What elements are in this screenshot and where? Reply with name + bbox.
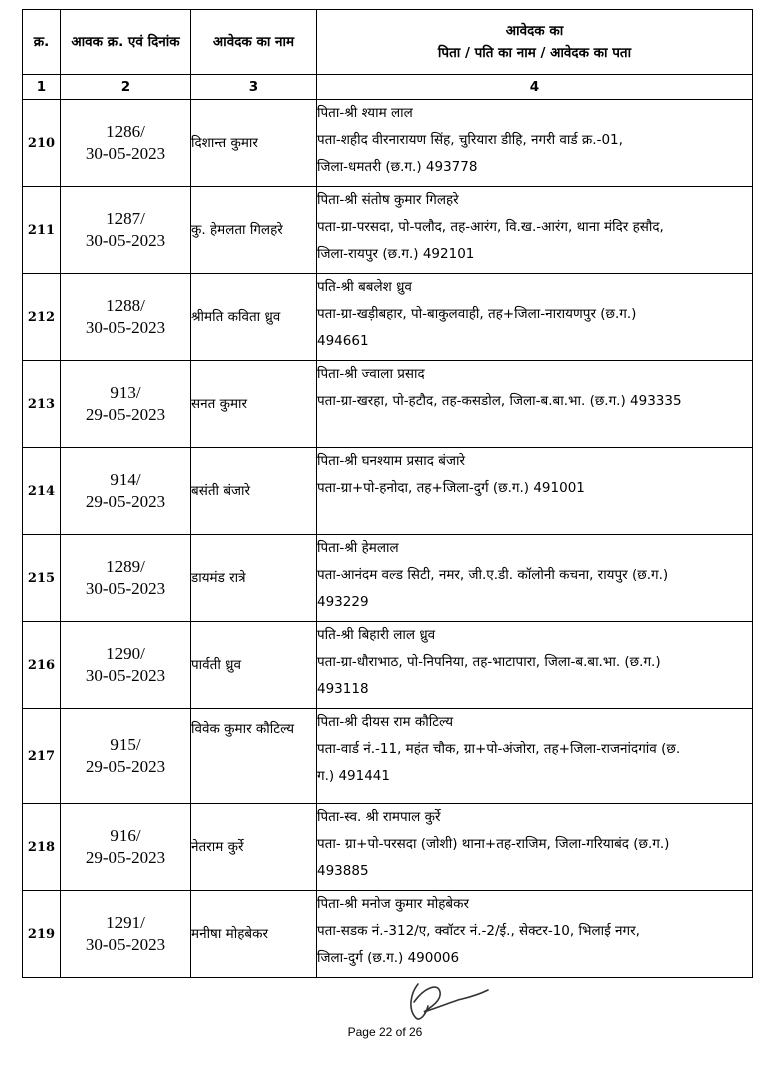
- applicant-name: मनीषा मोहबेकर: [191, 891, 317, 978]
- column-number: 4: [317, 75, 753, 100]
- address-line: जिला-दुर्ग (छ.ग.) 490006: [317, 950, 460, 966]
- inward-number: 916/: [110, 826, 141, 845]
- inward-date: 30-05-2023: [85, 935, 166, 954]
- parent-line: पति-श्री बिहारी लाल ध्रुव: [317, 627, 436, 643]
- inward-number: 1291/: [106, 913, 145, 932]
- address-line: पता-सडक नं.-312/ए, क्वॉटर नं.-2/ई., सेक्टर-10, भिलाई नगर,: [317, 923, 640, 939]
- serial-number: 217: [23, 709, 61, 804]
- header-parent-address-line1: आवेदक का: [505, 23, 564, 39]
- address-line: पता-ग्रा+पो-हनोदा, तह+जिला-दुर्ग (छ.ग.) 491001: [317, 480, 585, 496]
- signature-icon: [396, 976, 496, 1026]
- address-line: पता-ग्रा-धौराभाठ, पो-निपनिया, तह-भाटापारा, जिला-ब.बा.भा. (छ.ग.): [317, 654, 661, 670]
- parent-line: पिता-स्व. श्री रामपाल कुर्रे: [317, 809, 441, 825]
- applicant-name: बसंती बंजारे: [191, 448, 317, 535]
- serial-number: 218: [23, 804, 61, 891]
- applicant-name: दिशान्त कुमार: [191, 100, 317, 187]
- parent-line: पिता-श्री मनोज कुमार मोहबेकर: [317, 896, 470, 912]
- inward-date: 30-05-2023: [85, 666, 166, 685]
- parent-address-cell: [317, 709, 753, 804]
- header-parent-address-line2: पिता / पति का नाम / आवेदक का पता: [437, 45, 632, 61]
- parent-address-cell: [317, 804, 753, 891]
- inward-number: 913/: [110, 383, 141, 402]
- inward-cell: [61, 535, 191, 622]
- parent-line: पिता-श्री घनश्याम प्रसाद बंजारे: [317, 453, 465, 469]
- applicant-register-table: [22, 9, 753, 978]
- parent-address-cell: [317, 891, 753, 978]
- serial-number: 211: [23, 187, 61, 274]
- column-number: 3: [191, 75, 317, 100]
- serial-number: 210: [23, 100, 61, 187]
- inward-date: 30-05-2023: [85, 144, 166, 163]
- address-line: जिला-धमतरी (छ.ग.) 493778: [317, 159, 478, 175]
- address-line: 493118: [317, 681, 369, 697]
- inward-date: 29-05-2023: [85, 757, 166, 776]
- inward-date: 30-05-2023: [85, 318, 166, 337]
- serial-number: 215: [23, 535, 61, 622]
- address-line: 494661: [317, 333, 369, 349]
- header-applicant-name: आवेदक का नाम: [191, 10, 317, 75]
- parent-line: पिता-श्री दीयस राम कौटिल्य: [317, 714, 454, 730]
- table-row: [23, 804, 753, 891]
- table-row: [23, 622, 753, 709]
- parent-address-cell: [317, 361, 753, 448]
- inward-cell: [61, 187, 191, 274]
- address-line: 493229: [317, 594, 369, 610]
- address-line: पता- ग्रा+पो-परसदा (जोशी) थाना+तह-राजिम, जिला-गरियाबंद (छ.ग.): [317, 836, 670, 852]
- applicant-name: नेतराम कुर्रे: [191, 804, 317, 891]
- parent-address-cell: [317, 100, 753, 187]
- inward-cell: [61, 361, 191, 448]
- address-line: पता-आनंदम वल्ड सिटी, नमर, जी.ए.डी. कॉलोनी कचना, रायपुर (छ.ग.): [317, 567, 669, 583]
- table-row: [23, 709, 753, 804]
- inward-cell: [61, 709, 191, 804]
- parent-line: पिता-श्री हेमलाल: [317, 540, 399, 556]
- inward-date: 30-05-2023: [85, 231, 166, 250]
- applicant-name: डायमंड रात्रे: [191, 535, 317, 622]
- inward-number: 914/: [110, 470, 141, 489]
- address-line: 493885: [317, 863, 369, 879]
- parent-line: पिता-श्री श्याम लाल: [317, 105, 413, 121]
- page-number: Page 22 of 26: [347, 1025, 423, 1039]
- serial-number: 219: [23, 891, 61, 978]
- parent-address-cell: [317, 274, 753, 361]
- table-row: [23, 535, 753, 622]
- inward-cell: [61, 100, 191, 187]
- parent-line: पिता-श्री ज्वाला प्रसाद: [317, 366, 425, 382]
- inward-cell: [61, 891, 191, 978]
- address-line: पता-शहीद वीरनारायण सिंह, चुरियारा डीहि, नगरी वार्ड क्र.-01,: [317, 132, 623, 148]
- serial-number: 214: [23, 448, 61, 535]
- column-number: 2: [61, 75, 191, 100]
- table-row: [23, 448, 753, 535]
- address-line: पता-ग्रा-खड़ीबहार, पो-बाकुलवाही, तह+जिला-नारायणपुर (छ.ग.): [317, 306, 637, 322]
- applicant-name: पार्वती ध्रुव: [191, 622, 317, 709]
- address-line: पता-ग्रा-खरहा, पो-हटौद, तह-कसडोल, जिला-ब.बा.भा. (छ.ग.) 493335: [317, 393, 682, 409]
- address-line: पता-ग्रा-परसदा, पो-पलौद, तह-आरंग, वि.ख.-आरंग, थाना मंदिर हसौद,: [317, 219, 664, 235]
- inward-cell: [61, 622, 191, 709]
- inward-number: 1289/: [106, 557, 145, 576]
- inward-number: 1288/: [106, 296, 145, 315]
- applicant-name: विवेक कुमार कौटिल्य: [191, 709, 317, 804]
- address-line: पता-वार्ड नं.-11, महंत चौक, ग्रा+पो-अंजोरा, तह+जिला-राजनांदगांव (छ.: [317, 741, 681, 757]
- inward-cell: [61, 804, 191, 891]
- header-row: [23, 10, 753, 75]
- inward-number: 915/: [110, 735, 141, 754]
- inward-number: 1290/: [106, 644, 145, 663]
- inward-number: 1286/: [106, 122, 145, 141]
- address-line: जिला-रायपुर (छ.ग.) 492101: [317, 246, 475, 262]
- serial-number: 212: [23, 274, 61, 361]
- header-parent-address: [317, 10, 753, 75]
- table-row: [23, 187, 753, 274]
- table-row: [23, 274, 753, 361]
- table-row: [23, 361, 753, 448]
- parent-line: पति-श्री बबलेश ध्रुव: [317, 279, 412, 295]
- column-number: 1: [23, 75, 61, 100]
- column-number-row: [23, 75, 753, 100]
- inward-date: 29-05-2023: [85, 492, 166, 511]
- inward-number: 1287/: [106, 209, 145, 228]
- inward-date: 29-05-2023: [85, 848, 166, 867]
- applicant-name: कु. हेमलता गिलहरे: [191, 187, 317, 274]
- parent-address-cell: [317, 448, 753, 535]
- address-line: ग.) 491441: [317, 768, 390, 784]
- header-inward-date: आवक क्र. एवं दिनांक: [61, 10, 191, 75]
- table-row: [23, 100, 753, 187]
- inward-date: 30-05-2023: [85, 579, 166, 598]
- inward-cell: [61, 274, 191, 361]
- header-serial: क्र.: [23, 10, 61, 75]
- serial-number: 213: [23, 361, 61, 448]
- parent-address-cell: [317, 187, 753, 274]
- parent-address-cell: [317, 622, 753, 709]
- applicant-name: सनत कुमार: [191, 361, 317, 448]
- table-row: [23, 891, 753, 978]
- inward-date: 29-05-2023: [85, 405, 166, 424]
- applicant-name: श्रीमति कविता ध्रुव: [191, 274, 317, 361]
- inward-cell: [61, 448, 191, 535]
- serial-number: 216: [23, 622, 61, 709]
- parent-address-cell: [317, 535, 753, 622]
- parent-line: पिता-श्री संतोष कुमार गिलहरे: [317, 192, 459, 208]
